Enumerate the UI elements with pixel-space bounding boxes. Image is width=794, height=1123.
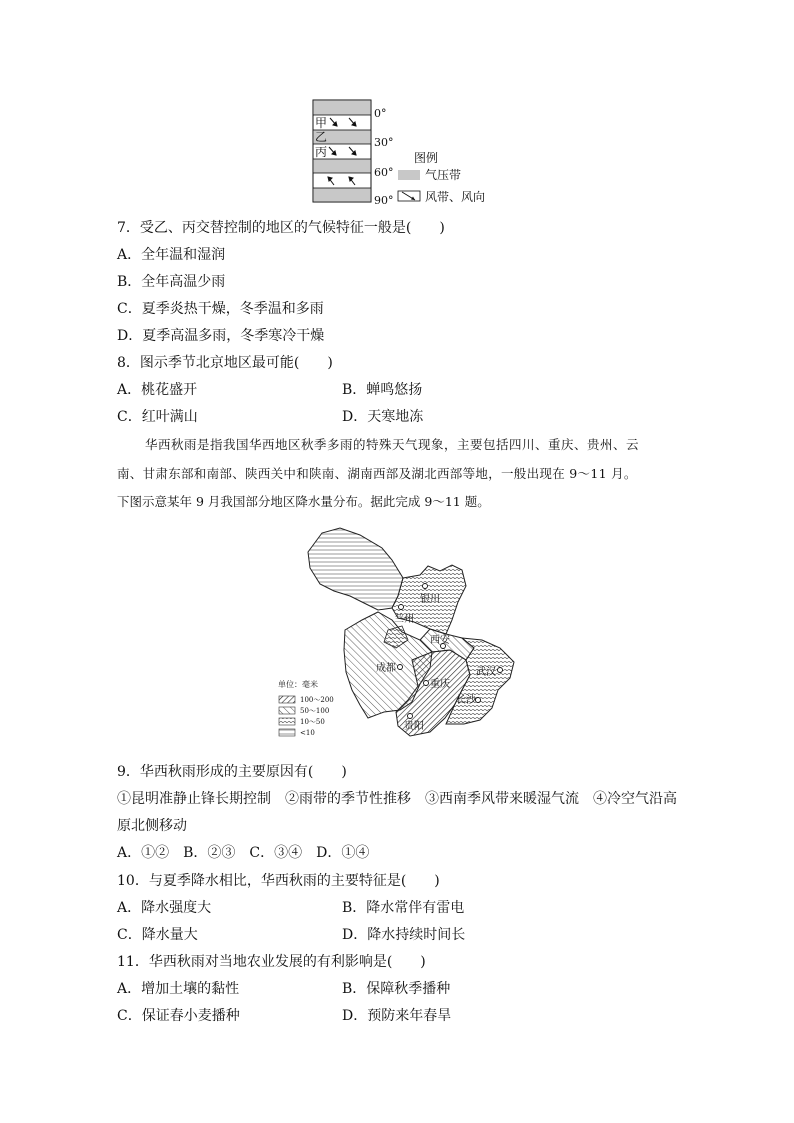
q10-option-c[interactable]: C．降水量大: [117, 927, 198, 943]
city-label-chengdu: 成都: [376, 663, 396, 674]
q11-option-d[interactable]: D．预防来年春旱: [342, 1008, 452, 1024]
city-label-lanzhou: 兰州: [394, 614, 414, 625]
city-label-xian: 西安: [430, 635, 450, 646]
pressure-belt: [313, 188, 371, 202]
q10-option-a[interactable]: A．降水强度大: [117, 900, 212, 916]
q9-choices-line-2: 原北侧移动: [117, 818, 187, 834]
legend-swatch-pressure: [398, 170, 420, 180]
q8-stem: 8．图示季节北京地区最可能( ): [117, 355, 333, 371]
legend-label: 风带、风向: [425, 190, 486, 204]
q11-option-a[interactable]: A．增加土壤的黏性: [117, 981, 240, 997]
row-label: 乙: [315, 130, 328, 144]
region-northwest: [308, 528, 403, 610]
row-label: 甲: [315, 116, 328, 130]
map-legend-label: 100～200: [300, 696, 334, 704]
q8-option-a[interactable]: A．桃花盛开: [117, 382, 198, 398]
pressure-belt: [313, 159, 371, 173]
q10-option-b[interactable]: B．降水常伴有雷电: [342, 900, 465, 916]
q7-option-c[interactable]: C．夏季炎热干燥，冬季温和多雨: [117, 301, 324, 317]
map-legend-label: <10: [300, 729, 315, 737]
q7-stem: 7．受乙、丙交替控制的地区的气候特征一般是( ): [117, 220, 445, 236]
map-legend-title: 单位：毫米: [278, 680, 318, 689]
city-label-yinchuan: 银川: [420, 594, 440, 605]
passage-line-1: 华西秋雨是指我国华西地区秋季多雨的特殊天气现象，主要包括四川、重庆、贵州、云: [145, 437, 640, 452]
map-legend-label: 50～100: [300, 707, 330, 715]
passage-line-3: 下图示意某年 9 月我国部分地区降水量分布。据此完成 9～11 题。: [117, 494, 490, 509]
q8-option-d[interactable]: D．天寒地冻: [342, 409, 424, 425]
precipitation-map: [278, 528, 514, 737]
legend-label: 气压带: [425, 168, 462, 182]
q7-option-b[interactable]: B．全年高温少雨: [117, 274, 226, 290]
map-legend-label: 10～50: [300, 718, 325, 726]
lat-label: 30°: [374, 136, 394, 149]
city-label-wuhan: 武汉: [476, 667, 496, 678]
q9-choices-line-1: ①昆明准静止锋长期控制 ②雨带的季节性推移 ③西南季风带来暖湿气流 ④冷空气沿高: [117, 791, 677, 807]
lat-label: 0°: [374, 107, 387, 120]
city-label-chongqing: 重庆: [430, 679, 450, 690]
q8-option-b[interactable]: B．蝉鸣悠扬: [342, 382, 423, 398]
legend-title: 图例: [414, 151, 439, 165]
q10-stem: 10．与夏季降水相比，华西秋雨的主要特征是( ): [117, 873, 440, 889]
lat-label: 60°: [374, 166, 394, 179]
pressure-belt: [313, 100, 371, 115]
q8-option-c[interactable]: C．红叶满山: [117, 409, 198, 425]
q11-option-c[interactable]: C．保证春小麦播种: [117, 1008, 240, 1024]
q9-stem: 9．华西秋雨形成的主要原因有( ): [117, 764, 347, 780]
q11-stem: 11．华西秋雨对当地农业发展的有利影响是( ): [117, 954, 426, 970]
city-label-guiyang: 贵阳: [404, 721, 424, 732]
lat-label: 90°: [374, 194, 394, 207]
q10-option-d[interactable]: D．降水持续时间长: [342, 927, 466, 943]
q11-option-b[interactable]: B．保障秋季播种: [342, 981, 451, 997]
city-label-changsha: 长沙: [456, 695, 476, 706]
q7-option-d[interactable]: D．夏季高温多雨，冬季寒冷干燥: [117, 328, 325, 344]
q7-option-a[interactable]: A．全年温和湿润: [117, 247, 226, 263]
row-label: 丙: [315, 145, 328, 159]
q9-options[interactable]: A．①② B．②③ C．③④ D．①④: [117, 845, 370, 861]
passage-line-2: 南、甘肃东部和南部、陕西关中和陕南、湖南西部及湖北西部等地，一般出现在 9～11 月。: [117, 466, 637, 481]
